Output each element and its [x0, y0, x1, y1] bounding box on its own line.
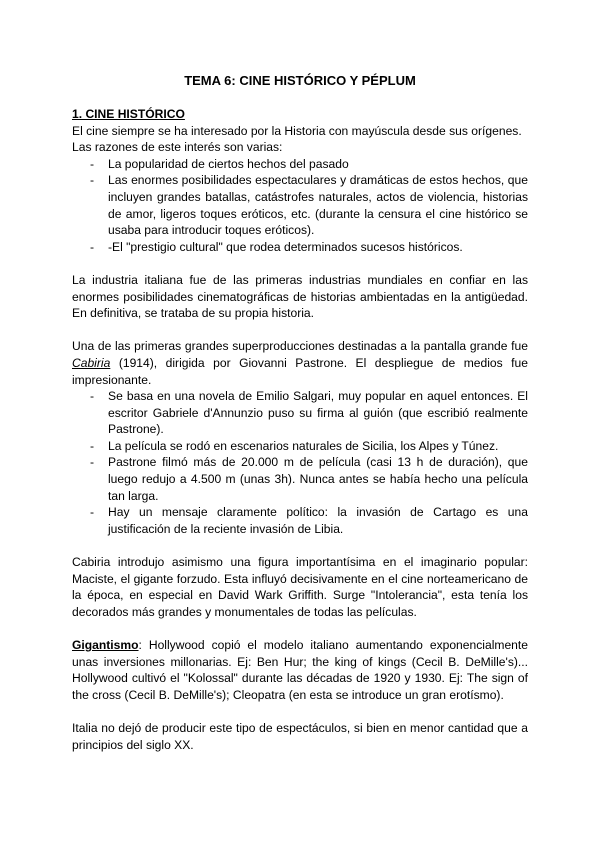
cabiria-lead-text: Una de las primeras grandes superproducciones destinadas a la pantalla grande fue	[72, 339, 528, 354]
document-page	[72, 72, 528, 753]
list-item: - La popularidad de ciertos hechos del pasado	[108, 156, 528, 173]
cabiria-paragraph	[72, 338, 528, 388]
list-item: - Pastrone filmó más de 20.000 m de película (casi 13 h de duración), que luego redujo a 4.500 m (unas 3h). Nunca antes se había hecho una película tan larga.	[108, 454, 528, 504]
intro-paragraph: El cine siempre se ha interesado por la Historia con mayúscula desde sus orígenes. Las razones de este interés son varias:	[72, 123, 522, 155]
term-gigantismo: Gigantismo	[72, 638, 139, 652]
gigantismo-paragraph	[72, 637, 528, 703]
list-item: - Hay un mensaje claramente político: la invasión de Cartago es una justificación de la reciente invasión de Libia.	[108, 504, 528, 537]
cabiria-points-list	[72, 388, 528, 537]
final-paragraph: Italia no dejó de producir este tipo de espectáculos, si bien en menor cantidad que a principios del siglo XX.	[72, 720, 528, 752]
film-title-cabiria: Cabiria	[72, 355, 111, 370]
section-heading-cine-historico: 1. CINE HISTÓRICO	[72, 107, 185, 121]
page-title: TEMA 6: CINE HISTÓRICO Y PÉPLUM	[184, 73, 416, 88]
list-item: - Se basa en una novela de Emilio Salgari, muy popular en aquel entonces. El escritor Gabriele d'Annunzio puso su firma al guión (que escribió realmente Pastrone).	[108, 388, 528, 438]
italian-industry-paragraph: La industria italiana fue de las primeras industrias mundiales en confiar en las enormes posibilidades cinematográficas de historias ambientadas en la antigüedad. En definitiva, se trataba de su propia historia.	[72, 272, 528, 321]
maciste-paragraph: Cabiria introdujo asimismo una figura importantísima en el imaginario popular: Maciste, el gigante forzudo. Esta influyó decisivamente en el cine norteamericano de la época, en especial en David Wark Griffith. Surge "Intolerancia", esta tenía los decorados más grandes y monumentales de todas las películas.	[72, 555, 528, 619]
reasons-list	[72, 156, 528, 256]
list-item: - Las enormes posibilidades espectaculares y dramáticas de estos hechos, que incluyen grandes batallas, catástrofes naturales, actos de violencia, historias de amor, ligeros toques eróticos, etc. (durante la censura el cine histórico se usaba para introducir toques eróticos).	[108, 172, 528, 238]
list-item: - -El "prestigio cultural" que rodea determinados sucesos históricos.	[108, 239, 528, 256]
list-item: - La película se rodó en escenarios naturales de Sicilia, los Alpes y Túnez.	[108, 438, 528, 455]
cabiria-rest-text: (1914), dirigida por Giovanni Pastrone. El despliegue de medios fue impresionante.	[72, 355, 528, 387]
gigantismo-text: : Hollywood copió el modelo italiano aumentando exponencialmente unas inversiones millonarias. Ej: Ben Hur; the king of kings (Cecil B. DeMille's)... Hollywood cultivó el "Kolossal" durante las décadas de 1920 y 1930. Ej: The sign of the cross (Cecil B. DeMille's); Cleopatra (en esta se introduce un gran erotísmo).	[72, 638, 528, 702]
